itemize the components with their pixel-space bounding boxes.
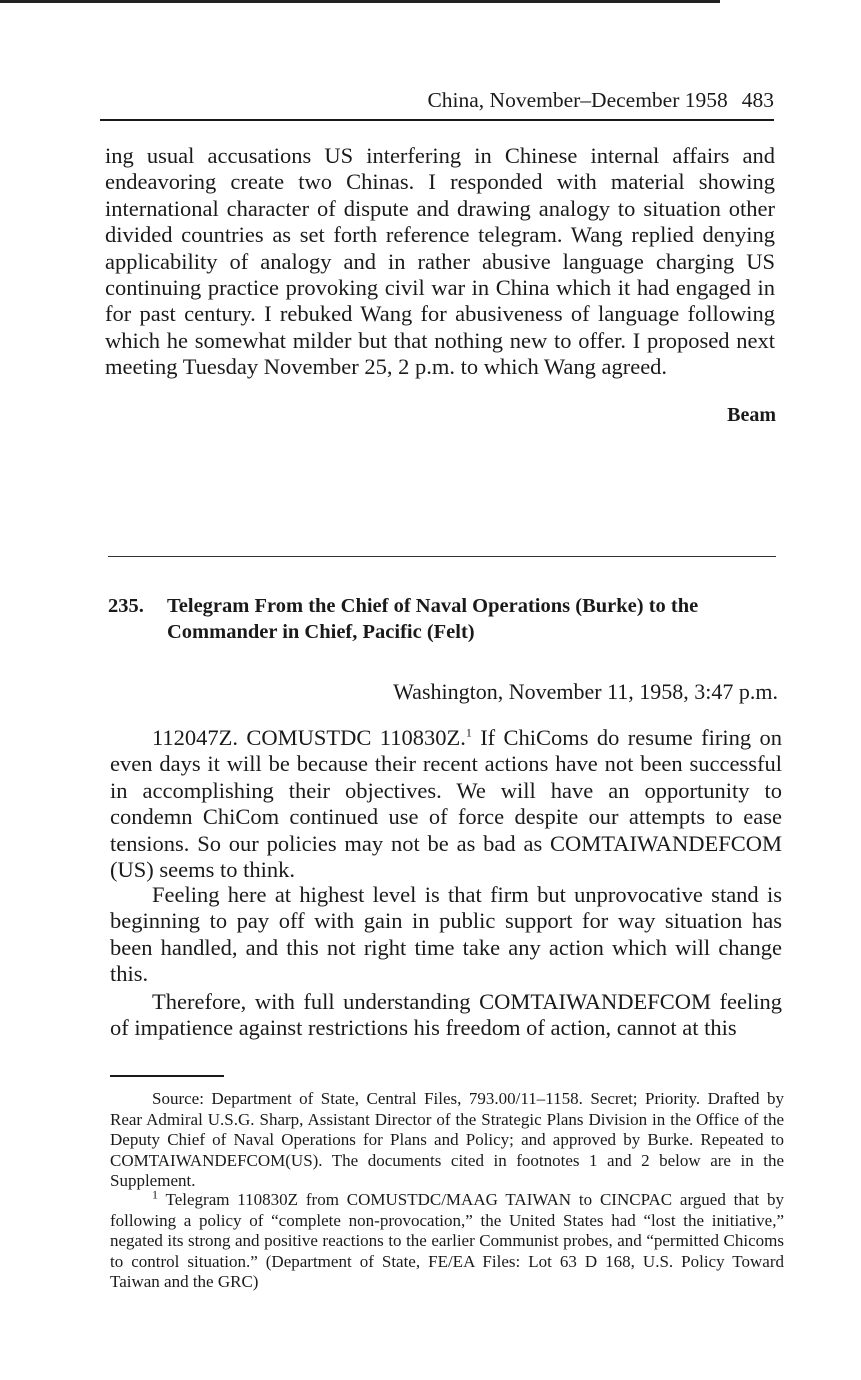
- footnote-rule: [110, 1075, 224, 1077]
- footnote-ref-1: 1: [465, 725, 472, 740]
- continued-paragraph: ing usual accusations US interfering in Chinese internal affairs and endeavoring create two Chinas. I responded with material showing international character of dispute and drawing analogy to situation other divided countries as set forth reference telegram. Wang replied denying applicability of analogy and in rather abusive language charging US continuing practice provoking civil war in China which it had engaged in for past century. I rebuked Wang for abusiveness of language following which he somewhat milder but that nothing new to offer. I proposed next meeting Tuesday November 25, 2 p.m. to which Wang agreed.: [105, 143, 775, 380]
- footnote-marker-1: 1: [152, 1187, 158, 1202]
- body-paragraph-2: Feeling here at highest level is that firm but unprovocative stand is beginning to pay off with gain in public support for way situation has been handled, and this not right time take any action which will change this.: [110, 882, 782, 987]
- footnote-1-text: Telegram 110830Z from COMUSTDC/MAAG TAIWAN to CINCPAC argued that by following a policy of “complete non-provocation,” the United States had “lost the initiative,” negated its strong and positive reactions to the earlier Communist probes, and “permitted Chicoms to control situation.” (Department of State, FE/EA Files: Lot 63 D 168, U.S. Policy Toward Taiwan and the GRC): [110, 1190, 784, 1292]
- header-rule: [100, 119, 774, 121]
- document-number: 235.: [108, 595, 144, 617]
- footnote-1: [110, 1187, 784, 1293]
- scan-edge-line: [0, 0, 720, 3]
- source-note: Source: Department of State, Central Files, 793.00/11–1158. Secret; Priority. Drafted by Rear Admiral U.S.G. Sharp, Assistant Director of the Strategic Plans Division in the Office of the Deputy Chief of Naval Operations for Plans and Policy; and approved by Burke. Repeated to COMTAIWANDEFCOM(US). The documents cited in footnotes 1 and 2 below are in the Supplement.: [110, 1089, 784, 1191]
- section-divider: [108, 556, 776, 557]
- running-head: [100, 86, 774, 114]
- running-head-title: China, November–December 1958: [427, 88, 728, 112]
- dateline: Washington, November 11, 1958, 3:47 p.m.: [393, 679, 778, 704]
- body-paragraph-3: Therefore, with full understanding COMTAIWANDEFCOM feeling of impatience against restrictions his freedom of action, cannot at this: [110, 989, 782, 1041]
- body-paragraph-1: [110, 725, 782, 883]
- page-number: 483: [741, 88, 774, 112]
- signature: Beam: [727, 404, 776, 426]
- body-paragraph-1-text: If ChiComs do resume firing on even days it will be because their recent actions have not been successful in accomplishing their objectives. We will have an opportunity to condemn ChiCom continued use of force despite our attempts to ease tensions. So our policies may not be as bad as COMTAIWANDEFCOM (US) seems to think.: [110, 725, 782, 883]
- document-title: Telegram From the Chief of Naval Operations (Burke) to the Commander in Chief, Pacific (Felt): [167, 595, 699, 643]
- message-reference: 112047Z. COMUSTDC 110830Z.: [152, 725, 466, 750]
